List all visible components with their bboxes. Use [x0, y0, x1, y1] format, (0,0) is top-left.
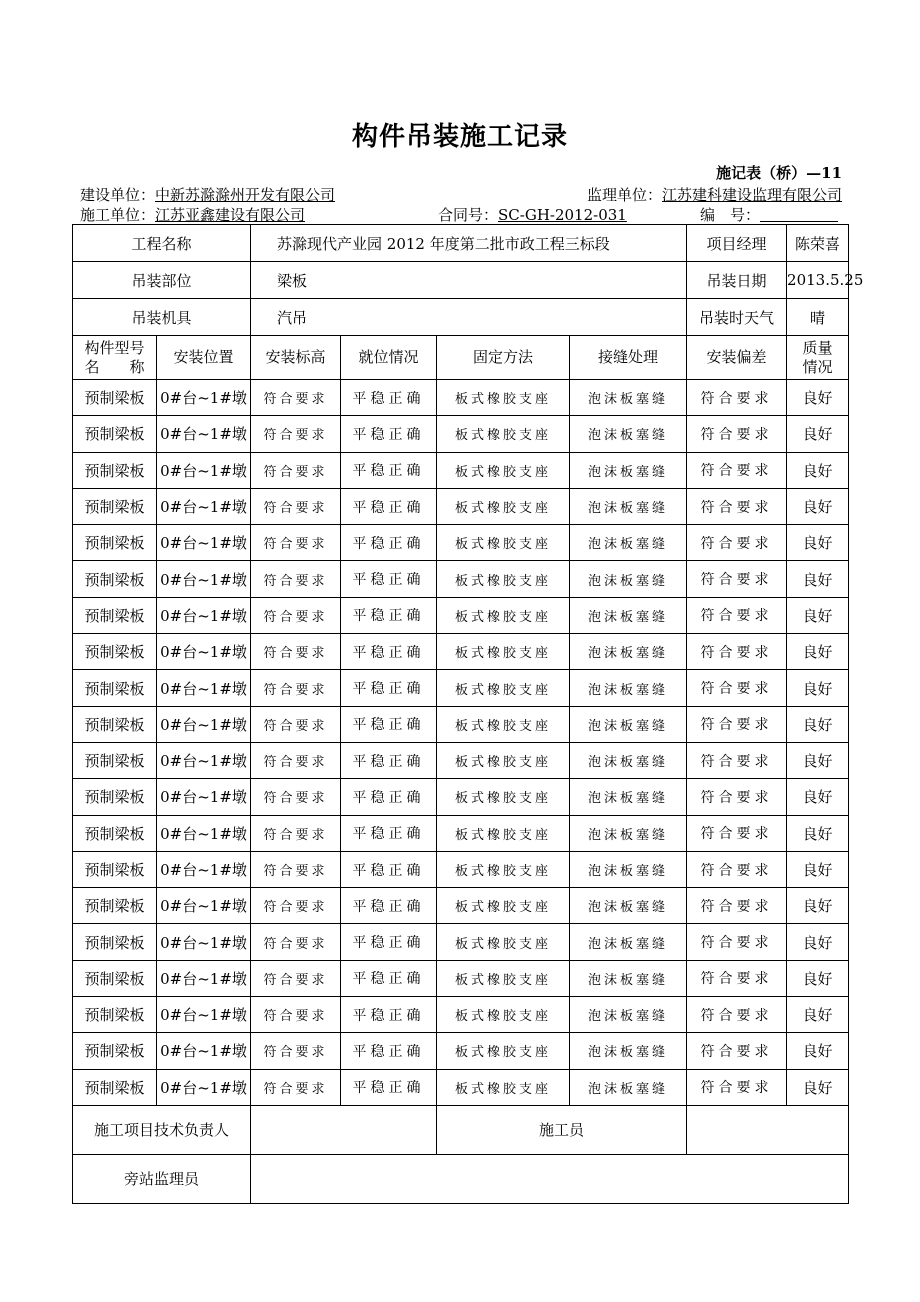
- tech-lead-sign: [251, 1105, 437, 1154]
- cell-elevation: 符合要求: [251, 525, 341, 561]
- cell-placement: 平稳正确: [341, 634, 437, 670]
- cell-deviation: 符合要求: [687, 706, 787, 742]
- cell-component: 预制梁板: [73, 888, 157, 924]
- cell-quality: 良好: [787, 597, 849, 633]
- cell-quality: 良好: [787, 416, 849, 452]
- cell-deviation: 符合要求: [687, 634, 787, 670]
- col-quality: [787, 336, 849, 380]
- machine-label: 吊装机具: [73, 299, 251, 336]
- supervise-unit-value: 江苏建科建设监理有限公司: [661, 186, 842, 204]
- col-component-line1: 构件型号: [84, 338, 145, 357]
- supervisor-label: 旁站监理员: [73, 1154, 251, 1203]
- cell-fixing: 板式橡胶支座: [437, 1069, 570, 1105]
- cell-joint: 泡沫板塞缝: [570, 815, 687, 851]
- lift-date-label: 吊装日期: [687, 262, 787, 299]
- column-header-row: [73, 336, 849, 380]
- table-row: [73, 960, 849, 996]
- cell-deviation: 符合要求: [687, 452, 787, 488]
- cell-joint: 泡沫板塞缝: [570, 380, 687, 416]
- cell-placement: 平稳正确: [341, 742, 437, 778]
- weather-label: 吊装时天气: [687, 299, 787, 336]
- cell-quality: 良好: [787, 561, 849, 597]
- info-row: [73, 225, 849, 262]
- cell-component: 预制梁板: [73, 851, 157, 887]
- cell-component: 预制梁板: [73, 742, 157, 778]
- table-row: [73, 597, 849, 633]
- cell-fixing: 板式橡胶支座: [437, 888, 570, 924]
- supervise-unit-label: 监理单位：: [586, 186, 662, 204]
- cell-component: 预制梁板: [73, 452, 157, 488]
- table-row: [73, 488, 849, 524]
- cell-placement: 平稳正确: [341, 416, 437, 452]
- cell-deviation: 符合要求: [687, 670, 787, 706]
- cell-deviation: 符合要求: [687, 779, 787, 815]
- cell-placement: 平稳正确: [341, 1033, 437, 1069]
- serial-line: [700, 204, 838, 225]
- cell-joint: 泡沫板塞缝: [570, 561, 687, 597]
- cell-position: 0#台~1#墩: [157, 452, 251, 488]
- cell-quality: 良好: [787, 997, 849, 1033]
- cell-joint: 泡沫板塞缝: [570, 706, 687, 742]
- cell-fixing: 板式橡胶支座: [437, 706, 570, 742]
- cell-quality: 良好: [787, 815, 849, 851]
- cell-position: 0#台~1#墩: [157, 779, 251, 815]
- cell-position: 0#台~1#墩: [157, 597, 251, 633]
- table-row: [73, 706, 849, 742]
- contract-value: SC-GH-2012-031: [498, 206, 627, 224]
- cell-component: 预制梁板: [73, 597, 157, 633]
- cell-placement: 平稳正确: [341, 779, 437, 815]
- lift-part-value: 梁板: [251, 262, 687, 299]
- cell-elevation: 符合要求: [251, 670, 341, 706]
- cell-fixing: 板式橡胶支座: [437, 960, 570, 996]
- cell-joint: 泡沫板塞缝: [570, 888, 687, 924]
- cell-fixing: 板式橡胶支座: [437, 997, 570, 1033]
- table-row: [73, 924, 849, 960]
- cell-component: 预制梁板: [73, 416, 157, 452]
- cell-deviation: 符合要求: [687, 525, 787, 561]
- cell-component: 预制梁板: [73, 1069, 157, 1105]
- serial-label: 编 号：: [700, 206, 761, 224]
- col-fixing: 固定方法: [437, 336, 570, 380]
- cell-position: 0#台~1#墩: [157, 924, 251, 960]
- build-unit-label: 建设单位：: [80, 186, 156, 204]
- cell-deviation: 符合要求: [687, 888, 787, 924]
- table-row: [73, 742, 849, 778]
- cell-elevation: 符合要求: [251, 416, 341, 452]
- weather-value: 晴: [787, 299, 849, 336]
- cell-fixing: 板式橡胶支座: [437, 779, 570, 815]
- cell-fixing: 板式橡胶支座: [437, 634, 570, 670]
- cell-deviation: 符合要求: [687, 742, 787, 778]
- cell-component: 预制梁板: [73, 997, 157, 1033]
- cell-elevation: 符合要求: [251, 997, 341, 1033]
- lift-part-label: 吊装部位: [73, 262, 251, 299]
- signature-row: [73, 1105, 849, 1154]
- cell-elevation: 符合要求: [251, 815, 341, 851]
- cell-fixing: 板式橡胶支座: [437, 670, 570, 706]
- cell-deviation: 符合要求: [687, 1069, 787, 1105]
- contract-label: 合同号：: [438, 206, 499, 224]
- cell-quality: 良好: [787, 706, 849, 742]
- cell-joint: 泡沫板塞缝: [570, 488, 687, 524]
- cell-deviation: 符合要求: [687, 561, 787, 597]
- cell-elevation: 符合要求: [251, 488, 341, 524]
- cell-fixing: 板式橡胶支座: [437, 561, 570, 597]
- cell-quality: 良好: [787, 888, 849, 924]
- cell-component: 预制梁板: [73, 380, 157, 416]
- cell-elevation: 符合要求: [251, 1069, 341, 1105]
- cell-fixing: 板式橡胶支座: [437, 452, 570, 488]
- info-row: [73, 299, 849, 336]
- col-quality-line2: 情况: [802, 357, 833, 376]
- cell-position: 0#台~1#墩: [157, 742, 251, 778]
- cell-component: 预制梁板: [73, 960, 157, 996]
- table-row: [73, 851, 849, 887]
- cell-deviation: 符合要求: [687, 380, 787, 416]
- cell-placement: 平稳正确: [341, 997, 437, 1033]
- lift-date-value: 2013.5.25: [787, 262, 849, 299]
- cell-elevation: 符合要求: [251, 851, 341, 887]
- cell-elevation: 符合要求: [251, 597, 341, 633]
- cell-joint: 泡沫板塞缝: [570, 452, 687, 488]
- cell-joint: 泡沫板塞缝: [570, 960, 687, 996]
- cell-placement: 平稳正确: [341, 525, 437, 561]
- cell-fixing: 板式橡胶支座: [437, 924, 570, 960]
- cell-deviation: 符合要求: [687, 416, 787, 452]
- cell-placement: 平稳正确: [341, 561, 437, 597]
- machine-value: 汽吊: [251, 299, 687, 336]
- cell-fixing: 板式橡胶支座: [437, 597, 570, 633]
- cell-elevation: 符合要求: [251, 380, 341, 416]
- constructor-label: 施工员: [437, 1105, 687, 1154]
- cell-joint: 泡沫板塞缝: [570, 634, 687, 670]
- cell-placement: 平稳正确: [341, 851, 437, 887]
- cell-quality: 良好: [787, 924, 849, 960]
- cell-deviation: 符合要求: [687, 815, 787, 851]
- cell-deviation: 符合要求: [687, 1033, 787, 1069]
- cell-placement: 平稳正确: [341, 380, 437, 416]
- cell-quality: 良好: [787, 670, 849, 706]
- cell-position: 0#台~1#墩: [157, 997, 251, 1033]
- cell-joint: 泡沫板塞缝: [570, 851, 687, 887]
- info-row: [73, 262, 849, 299]
- col-placement: 就位情况: [341, 336, 437, 380]
- cell-quality: 良好: [787, 380, 849, 416]
- cell-fixing: 板式橡胶支座: [437, 380, 570, 416]
- cell-fixing: 板式橡胶支座: [437, 815, 570, 851]
- col-deviation: 安装偏差: [687, 336, 787, 380]
- construct-unit-value: 江苏亚鑫建设有限公司: [155, 206, 306, 224]
- supervise-unit-line: [587, 184, 842, 205]
- table-row: [73, 634, 849, 670]
- cell-placement: 平稳正确: [341, 706, 437, 742]
- cell-deviation: 符合要求: [687, 597, 787, 633]
- cell-component: 预制梁板: [73, 670, 157, 706]
- table-row: [73, 561, 849, 597]
- form-number: 施记表（桥）—11: [716, 164, 842, 182]
- cell-component: 预制梁板: [73, 561, 157, 597]
- cell-joint: 泡沫板塞缝: [570, 997, 687, 1033]
- cell-quality: 良好: [787, 742, 849, 778]
- cell-deviation: 符合要求: [687, 488, 787, 524]
- table-row: [73, 416, 849, 452]
- cell-deviation: 符合要求: [687, 924, 787, 960]
- cell-elevation: 符合要求: [251, 779, 341, 815]
- cell-elevation: 符合要求: [251, 924, 341, 960]
- cell-joint: 泡沫板塞缝: [570, 742, 687, 778]
- col-quality-line1: 质量: [802, 338, 833, 357]
- table-row: [73, 525, 849, 561]
- cell-position: 0#台~1#墩: [157, 1033, 251, 1069]
- cell-position: 0#台~1#墩: [157, 561, 251, 597]
- cell-quality: 良好: [787, 1069, 849, 1105]
- constructor-sign: [687, 1105, 849, 1154]
- cell-elevation: 符合要求: [251, 888, 341, 924]
- serial-blank: [760, 207, 838, 222]
- cell-elevation: 符合要求: [251, 634, 341, 670]
- cell-component: 预制梁板: [73, 488, 157, 524]
- cell-joint: 泡沫板塞缝: [570, 779, 687, 815]
- lifting-record-table: [72, 224, 864, 1204]
- table-row: [73, 380, 849, 416]
- build-unit-value: 中新苏滁滁州开发有限公司: [155, 186, 336, 204]
- contract-line: [438, 204, 627, 225]
- cell-component: 预制梁板: [73, 706, 157, 742]
- cell-placement: 平稳正确: [341, 488, 437, 524]
- cell-position: 0#台~1#墩: [157, 488, 251, 524]
- manager-value: 陈荣喜: [787, 225, 849, 262]
- cell-quality: 良好: [787, 779, 849, 815]
- cell-position: 0#台~1#墩: [157, 706, 251, 742]
- cell-fixing: 板式橡胶支座: [437, 742, 570, 778]
- table-row: [73, 1033, 849, 1069]
- table-row: [73, 779, 849, 815]
- table-row: [73, 815, 849, 851]
- cell-position: 0#台~1#墩: [157, 960, 251, 996]
- cell-deviation: 符合要求: [687, 851, 787, 887]
- col-component-line2: 名 称: [84, 357, 145, 376]
- page-title: 构件吊装施工记录: [351, 122, 568, 152]
- project-name-label: 工程名称: [73, 225, 251, 262]
- cell-joint: 泡沫板塞缝: [570, 1069, 687, 1105]
- cell-quality: 良好: [787, 452, 849, 488]
- cell-position: 0#台~1#墩: [157, 380, 251, 416]
- manager-label: 项目经理: [687, 225, 787, 262]
- cell-component: 预制梁板: [73, 634, 157, 670]
- cell-quality: 良好: [787, 634, 849, 670]
- cell-joint: 泡沫板塞缝: [570, 670, 687, 706]
- cell-elevation: 符合要求: [251, 742, 341, 778]
- cell-position: 0#台~1#墩: [157, 416, 251, 452]
- cell-component: 预制梁板: [73, 779, 157, 815]
- cell-placement: 平稳正确: [341, 670, 437, 706]
- supervisor-sign: [251, 1154, 849, 1203]
- cell-elevation: 符合要求: [251, 561, 341, 597]
- cell-position: 0#台~1#墩: [157, 670, 251, 706]
- cell-placement: 平稳正确: [341, 1069, 437, 1105]
- col-joint: 接缝处理: [570, 336, 687, 380]
- table-row: [73, 997, 849, 1033]
- cell-joint: 泡沫板塞缝: [570, 525, 687, 561]
- cell-position: 0#台~1#墩: [157, 1069, 251, 1105]
- cell-position: 0#台~1#墩: [157, 634, 251, 670]
- cell-component: 预制梁板: [73, 924, 157, 960]
- construct-unit-line: [80, 204, 305, 225]
- cell-deviation: 符合要求: [687, 960, 787, 996]
- cell-placement: 平稳正确: [341, 924, 437, 960]
- cell-component: 预制梁板: [73, 815, 157, 851]
- build-unit-line: [80, 184, 335, 205]
- cell-elevation: 符合要求: [251, 706, 341, 742]
- cell-deviation: 符合要求: [687, 997, 787, 1033]
- table-row: [73, 1069, 849, 1105]
- cell-elevation: 符合要求: [251, 1033, 341, 1069]
- cell-joint: 泡沫板塞缝: [570, 416, 687, 452]
- col-component: [73, 336, 157, 380]
- cell-fixing: 板式橡胶支座: [437, 1033, 570, 1069]
- table-row: [73, 670, 849, 706]
- cell-fixing: 板式橡胶支座: [437, 488, 570, 524]
- cell-elevation: 符合要求: [251, 960, 341, 996]
- cell-placement: 平稳正确: [341, 452, 437, 488]
- cell-elevation: 符合要求: [251, 452, 341, 488]
- project-name-value: 苏滁现代产业园 2012 年度第二批市政工程三标段: [251, 225, 687, 262]
- cell-position: 0#台~1#墩: [157, 815, 251, 851]
- table-row: [73, 452, 849, 488]
- cell-quality: 良好: [787, 488, 849, 524]
- cell-joint: 泡沫板塞缝: [570, 924, 687, 960]
- cell-quality: 良好: [787, 851, 849, 887]
- table-row: [73, 888, 849, 924]
- cell-fixing: 板式橡胶支座: [437, 525, 570, 561]
- cell-component: 预制梁板: [73, 525, 157, 561]
- cell-fixing: 板式橡胶支座: [437, 416, 570, 452]
- cell-position: 0#台~1#墩: [157, 851, 251, 887]
- cell-placement: 平稳正确: [341, 960, 437, 996]
- construct-unit-label: 施工单位：: [80, 206, 156, 224]
- cell-placement: 平稳正确: [341, 815, 437, 851]
- cell-fixing: 板式橡胶支座: [437, 851, 570, 887]
- cell-component: 预制梁板: [73, 1033, 157, 1069]
- cell-quality: 良好: [787, 525, 849, 561]
- col-position: 安装位置: [157, 336, 251, 380]
- signature-row: [73, 1154, 849, 1203]
- tech-lead-label: 施工项目技术负责人: [73, 1105, 251, 1154]
- cell-position: 0#台~1#墩: [157, 888, 251, 924]
- cell-placement: 平稳正确: [341, 597, 437, 633]
- cell-placement: 平稳正确: [341, 888, 437, 924]
- cell-position: 0#台~1#墩: [157, 525, 251, 561]
- cell-quality: 良好: [787, 960, 849, 996]
- cell-quality: 良好: [787, 1033, 849, 1069]
- cell-joint: 泡沫板塞缝: [570, 1033, 687, 1069]
- cell-joint: 泡沫板塞缝: [570, 597, 687, 633]
- col-elevation: 安装标高: [251, 336, 341, 380]
